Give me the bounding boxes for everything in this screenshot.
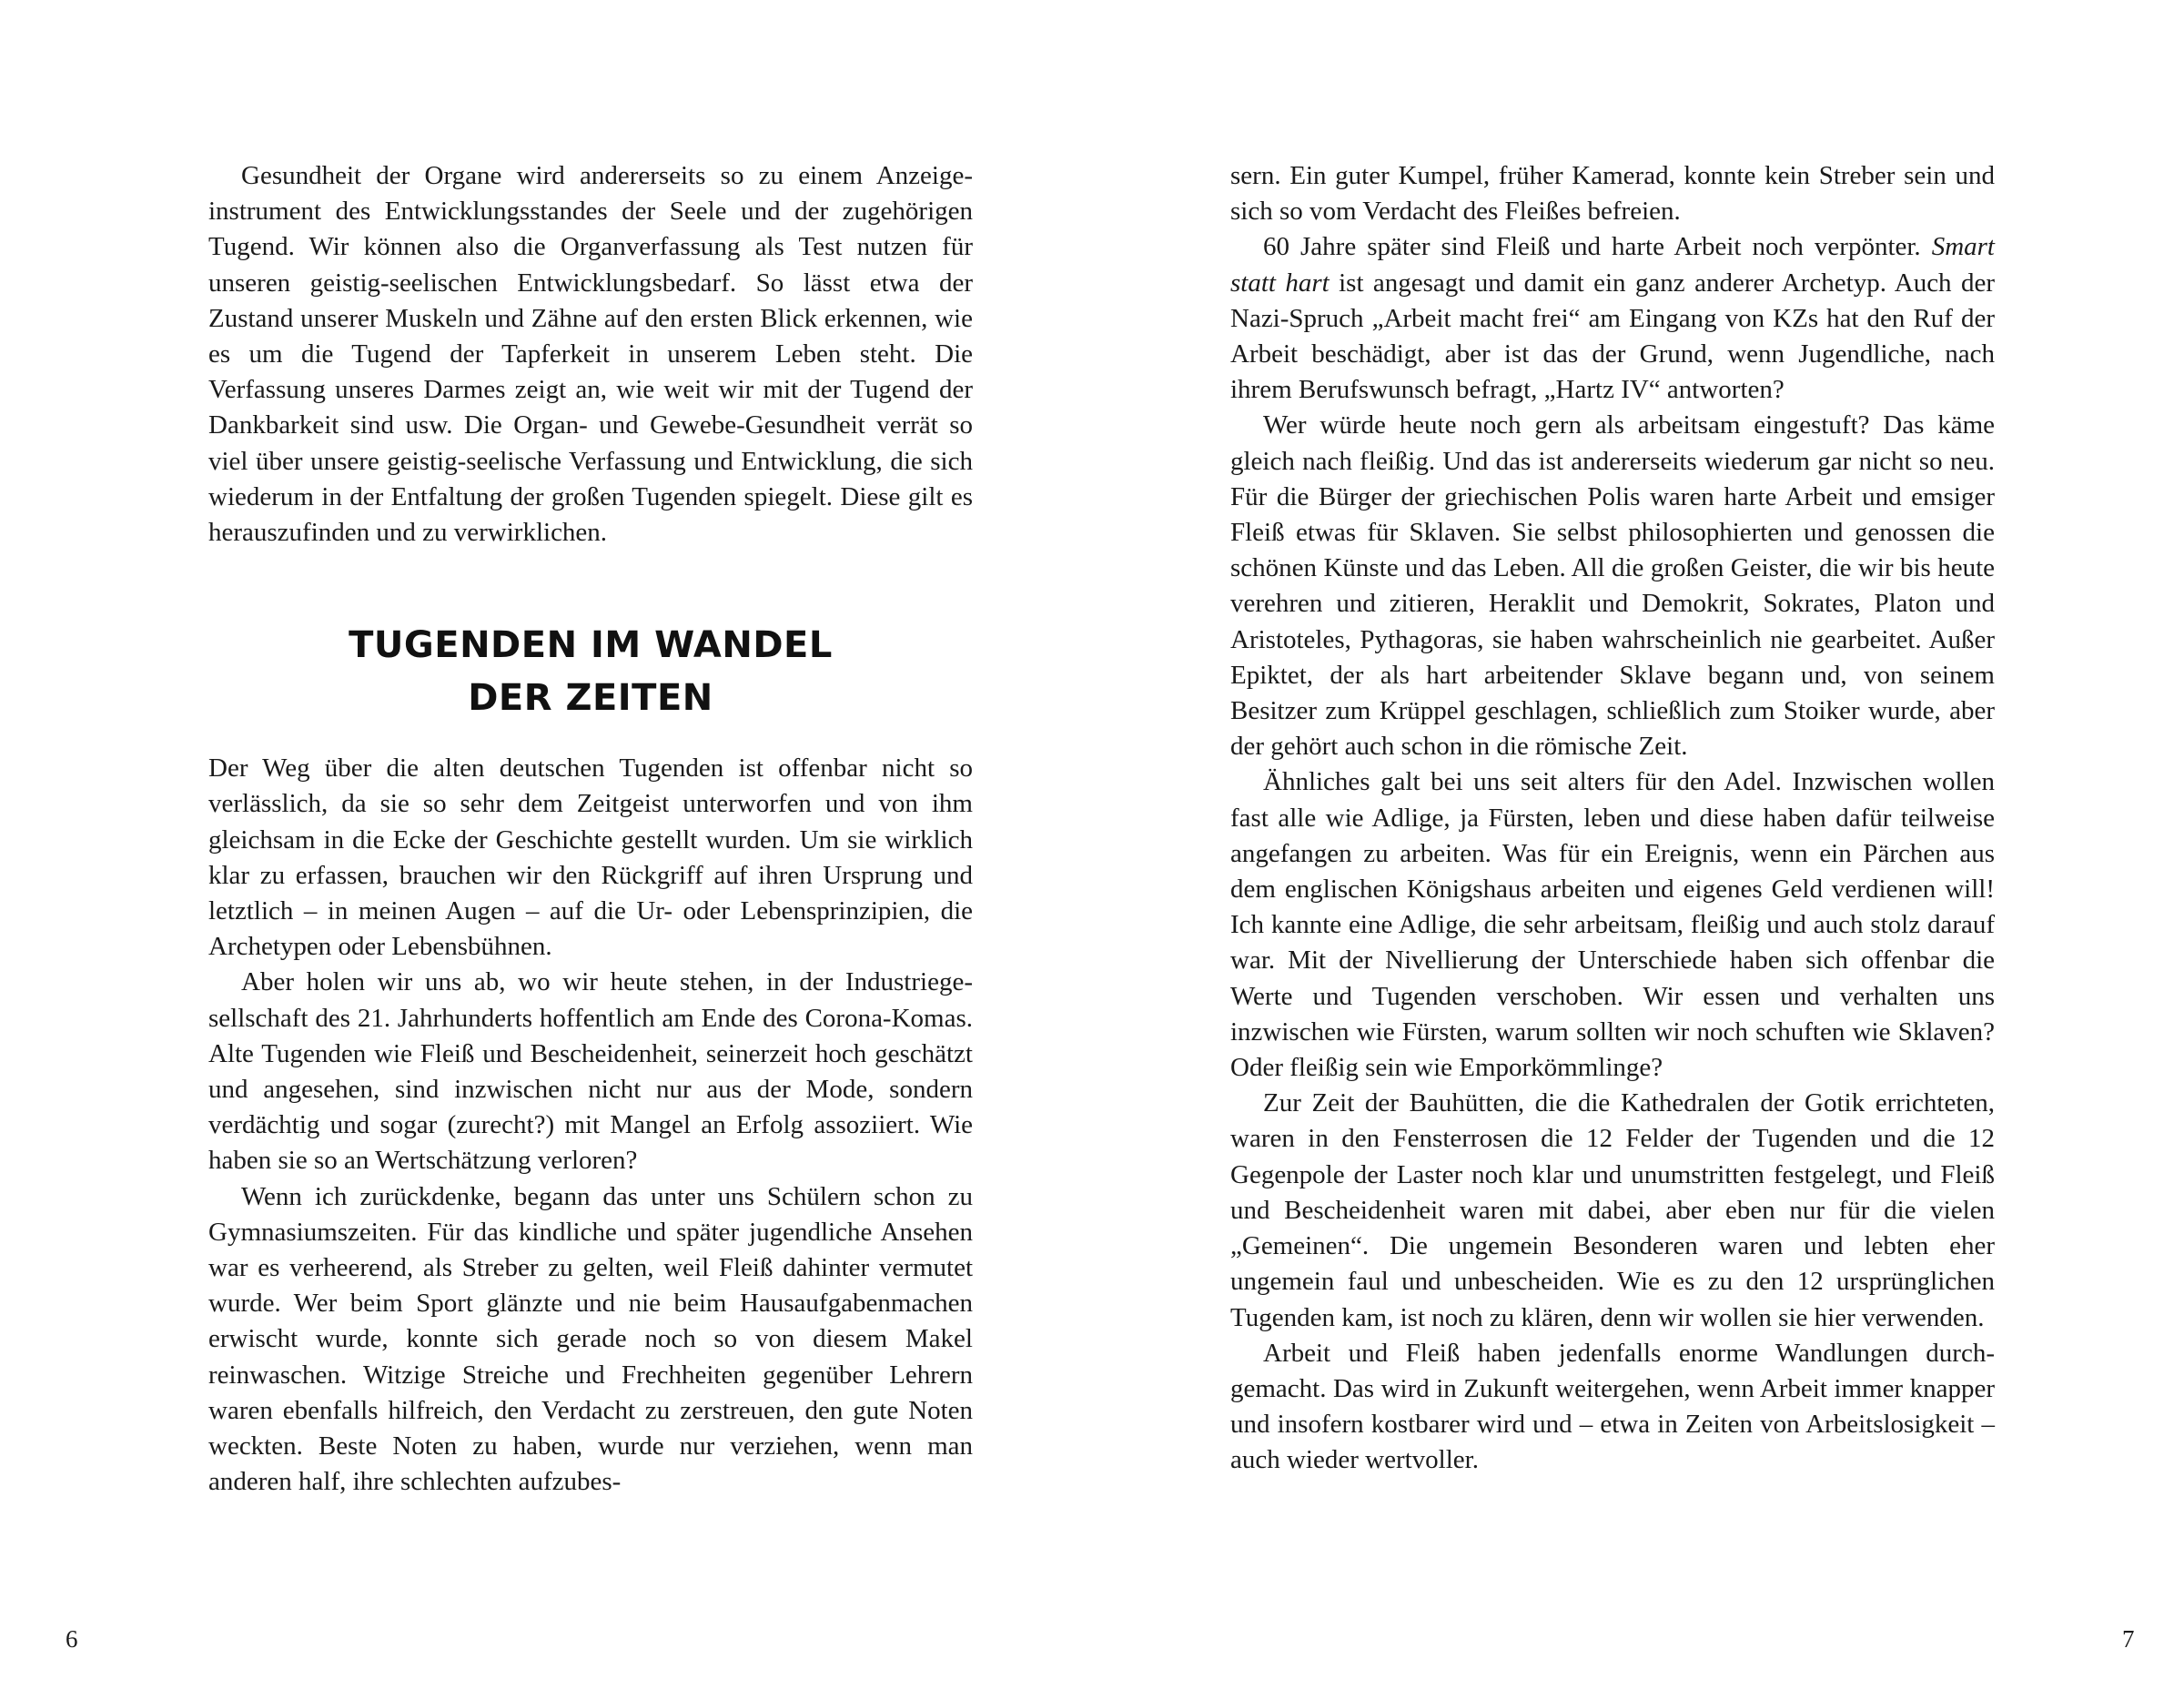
italic-phrase: Smart statt hart: [1230, 232, 1995, 298]
body-paragraph: Arbeit und Fleiß haben jedenfalls enorme Wandlungen durchgemacht. Das wird in Zukunft weitergehen, wenn Arbeit immer knapper und insofern kostbarer wird und – etwa in Zeiten von Arbeitslosigkeit – auch wieder wertvoller.: [1230, 1338, 1995, 1475]
body-paragraph: Aber holen wir uns ab, wo wir heute stehen, in der Industriegesellschaft des 21. Jahrhunderts hoffentlich am Ende des Corona-Komas. Alte Tugenden wie Fleiß und Bescheidenheit, seinerzeit hoch geschätzt und angesehen, sind inzwischen nicht nur aus der Mode, sondern verdächtig und sogar (zurecht?) mit Mangel an Erfolg assoziiert. Wie haben sie so an Wertschätzung verloren?: [208, 967, 973, 1176]
section-heading: [208, 619, 973, 724]
body-paragraph: Ähnliches galt bei uns seit alters für den Adel. Inzwischen wollen fast alle wie Adlige, ja Fürsten, leben und diese haben dafür teilweise angefangen zu arbeiten. Was für ein Ereignis, wenn ein Pärchen aus dem englischen Königshaus arbeiten und eigenes Geld verdienen will! Ich kannte eine Adlige, die sehr arbeitsam, fleißig und auch stolz darauf war. Mit der Nivellierung der Unterschiede haben sich offenbar die Werte und Tugenden verschoben. Wir essen und verhalten uns inzwischen wie Fürsten, warum sollten wir noch schuften wie Sklaven? Oder fleißig sein wie Emporkömmlinge?: [1230, 767, 1995, 1083]
body-paragraph: [1230, 229, 1995, 408]
left-text-column: [208, 158, 973, 1501]
body-paragraph: Der Weg über die alten deutschen Tugenden ist offenbar nicht so verlässlich, da sie so sehr dem Zeitgeist unterworfen und von ihm gleichsam in die Ecke der Geschichte gestellt wurden. Um sie wirklich klar zu erfassen, brauchen wir den Rückgriff auf ihren Ursprung und letztlich – in meinen Augen – auf die Ur- oder Lebensprinzipien, die Archetypen oder Lebensbühnen.: [208, 753, 973, 962]
body-paragraph: Gesundheit der Organe wird andererseits so zu einem Anzeigeinstrument des Entwicklungsstandes der Seele und der zugehörigen Tugend. Wir können also die Organverfassung als Test nutzen für unseren geistig-seelischen Entwicklungsbedarf. So lässt etwa der Zustand unserer Muskeln und Zähne auf den ersten Blick erkennen, wie es um die Tugend der Tapferkeit in unserem Leben steht. Die Verfassung unseres Darmes zeigt an, wie weit wir mit der Tugend der Dankbarkeit sind usw. Die Organ- und Gewebe-Gesundheit verrät so viel über unsere geistig-seelische Verfassung und Entwicklung, die sich wiederum in der Entfaltung der großen Tugenden spiegelt. Diese gilt es herauszufinden und zu verwirklichen.: [208, 161, 973, 548]
right-text-column: [1230, 158, 1995, 1479]
body-paragraph: Wenn ich zurückdenke, begann das unter uns Schülern schon zu Gymnasiumszeiten. Für das kindliche und später jugendliche Ansehen war es verheerend, als Streber zu gelten, weil Fleiß dahinter vermutet wurde. Wer beim Sport glänzte und nie beim Hausaufgabenmachen erwischt wurde, konnte sich gerade noch so von diesem Makel reinwaschen. Witzige Streiche und Frechheiten gegenüber Lehrern waren ebenfalls hilfreich, den Verdacht zu zerstreuen, den gute Noten weckten. Beste Noten zu haben, wurde nur verziehen, wenn man anderen half, ihre schlechten aufzubes-: [208, 1181, 973, 1497]
section-heading-line-2: DER ZEITEN: [468, 677, 713, 720]
page-number: 6: [66, 1625, 78, 1653]
body-paragraph: Wer würde heute noch gern als arbeitsam eingestuft? Das käme gleich nach fleißig. Und das ist andererseits wiederum gar nicht so neu. Für die Bürger der griechischen Polis waren harte Arbeit und emsiger Fleiß etwas für Sklaven. Sie selbst philosophierten und genossen die schönen Künste und das Leben. All die großen Geister, die wir bis heute verehren und zitieren, Heraklit und Demokrit, Sokrates, Platon und Aristoteles, Pythagoras, sie haben wahrscheinlich nie gearbeitet. Außer Epiktet, der als hart arbeitender Sklave begann und, von seinem Besitzer zum Krüppel geschlagen, schließlich zum Stoiker wurde, aber der gehört auch schon in die römische Zeit.: [1230, 410, 1995, 762]
body-paragraph: Zur Zeit der Bauhütten, die die Kathedralen der Gotik errichteten, waren in den Fensterrosen die 12 Felder der Tugenden und die 12 Gegenpole der Laster noch klar und unumstritten festgelegt, und Fleiß und Bescheidenheit waren mit dabei, aber eben nur für die vielen „Gemeinen“. Die ungemein Besonderen waren und lebten eher ungemein faul und unbescheiden. Wie es zu den 12 ursprünglichen Tugenden kam, ist noch zu klären, denn wir wollen sie hier verwenden.: [1230, 1088, 1995, 1332]
page-number: 7: [2122, 1625, 2135, 1653]
right-page: [1092, 0, 2184, 1699]
paragraph-text: 60 Jahre später sind Fleiß und harte Arbeit noch verpönter.: [1263, 232, 1932, 262]
body-paragraph: sern. Ein guter Kumpel, früher Kamerad, konnte kein Streber sein und sich so vom Verdacht des Fleißes befreien.: [1230, 161, 1995, 227]
paragraph-text: ist angesagt und damit ein ganz anderer Archetyp. Auch der Nazi-Spruch „Arbeit macht frei“ am Eingang von KZs hat den Ruf der Arbeit beschädigt, aber ist das der Grund, wenn Jugendliche, nach ihrem Berufswunsch befragt, „Hartz IV“ antworten?: [1230, 268, 1995, 405]
section-heading-line-1: TUGENDEN IM WANDEL: [349, 624, 833, 667]
